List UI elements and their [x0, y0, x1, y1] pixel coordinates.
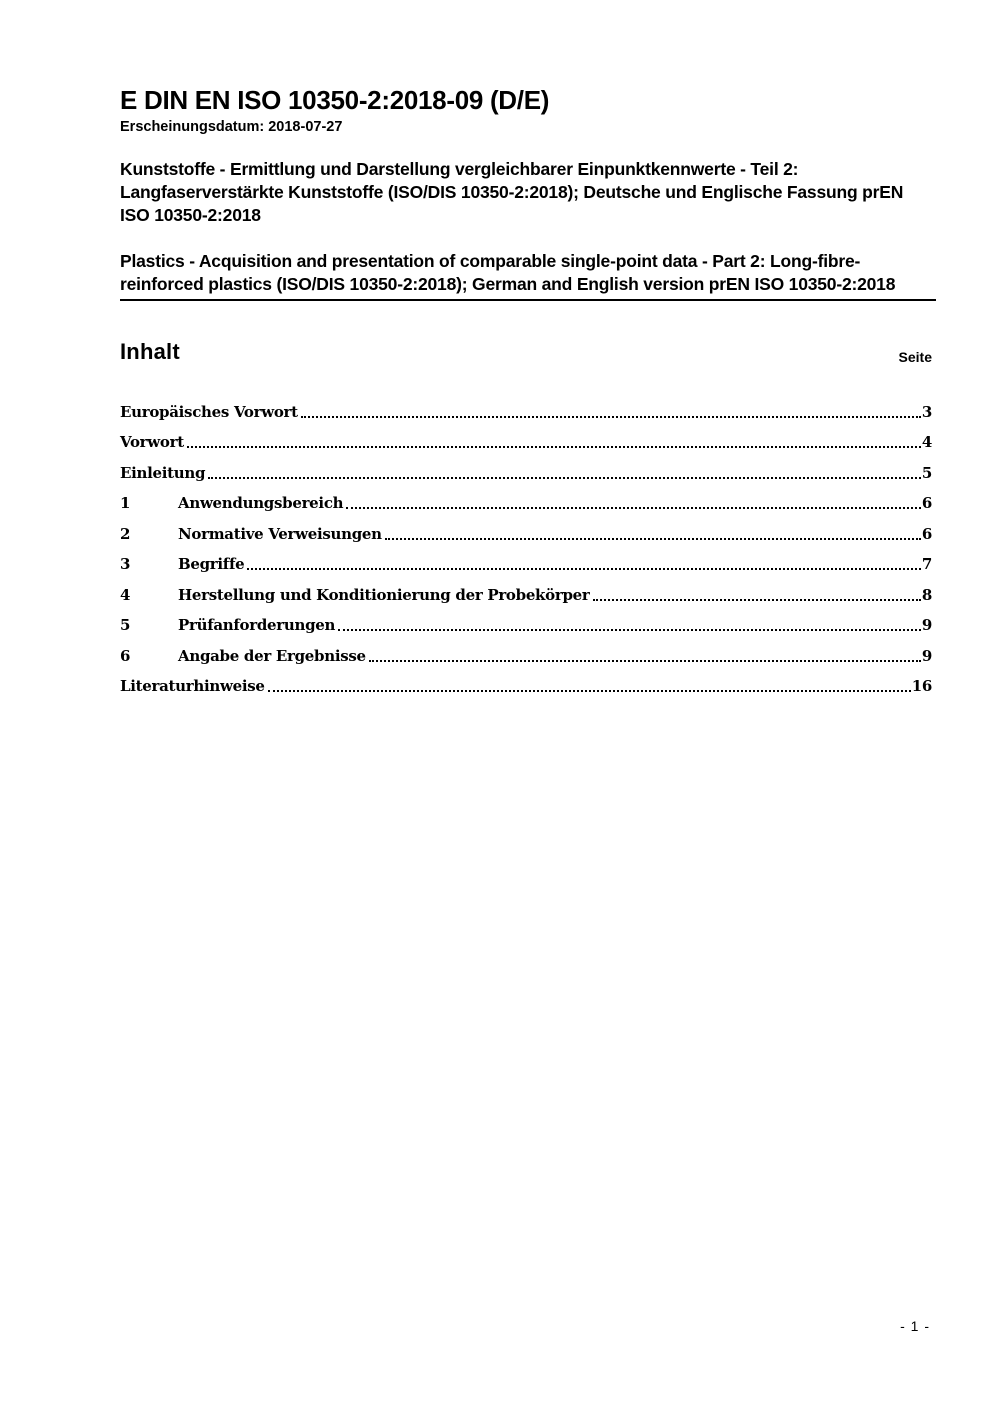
toc-entry-page: 16 — [911, 677, 932, 695]
toc-entry — [120, 482, 932, 513]
toc-dot-leader — [338, 629, 921, 631]
toc-page-column-label: Seite — [898, 349, 932, 365]
toc-entry-label: Anwendungsbereich — [178, 494, 344, 512]
divider — [120, 299, 936, 301]
toc-dot-leader — [593, 599, 921, 601]
toc-dot-leader — [301, 416, 921, 418]
toc-entry-page: 9 — [921, 616, 932, 634]
title-english: Plastics - Acquisition and presentation of comparable single-point data - Part 2: Long-fibre-reinforced plastics (ISO/DIS 10350-2:2018); German and English version prEN ISO 10350-2:2018 — [120, 251, 896, 294]
toc-entry-number: 2 — [120, 524, 131, 543]
toc-entry — [120, 604, 932, 635]
toc-entry-label: Begriffe — [178, 555, 245, 573]
toc-entry-label: Vorwort — [120, 433, 184, 451]
toc-entry-number: 1 — [120, 494, 131, 512]
toc-entry-label: Einleitung — [120, 463, 206, 482]
toc-entry-page: 4 — [921, 433, 932, 451]
toc-entry — [120, 634, 932, 665]
toc-header — [120, 339, 932, 365]
toc-entry — [120, 543, 932, 574]
toc-entry-number: 4 — [120, 585, 131, 604]
toc-entry-label: Literaturhinweise — [120, 677, 265, 695]
toc-entry — [120, 573, 932, 604]
toc-entry-label: Prüfanforderungen — [178, 616, 336, 634]
toc-entry-page: 3 — [921, 402, 932, 421]
toc-dot-leader — [208, 477, 921, 479]
toc-entry-number: 3 — [120, 555, 131, 573]
toc-entry-number: 5 — [120, 616, 131, 634]
table-of-contents — [120, 390, 932, 695]
toc-entry — [120, 451, 932, 482]
toc-entry-page: 6 — [921, 494, 932, 512]
toc-heading: Inhalt — [120, 339, 180, 364]
toc-entry — [120, 512, 932, 543]
title-german: Kunststoffe - Ermittlung und Darstellung vergleichbarer Einpunktkennwerte - Teil 2: Langfaserverstärkte Kunststoffe (ISO/DIS 10350-2:2018); Deutsche und Englische Fassung prEN ISO 10350-2:2018 — [120, 159, 904, 225]
publish-date: Erscheinungsdatum: 2018-07-27 — [120, 119, 343, 135]
document-page — [120, 0, 932, 695]
page-number-footer: - 1 - — [900, 1318, 930, 1334]
toc-entry-number: 6 — [120, 646, 131, 665]
toc-dot-leader — [385, 538, 921, 540]
toc-entry — [120, 665, 932, 696]
toc-entry-label: Normative Verweisungen — [178, 524, 382, 543]
toc-entry-label: Herstellung und Konditionierung der Probekörper — [178, 585, 590, 604]
toc-entry — [120, 421, 932, 452]
toc-entry-page: 6 — [921, 524, 932, 543]
toc-dot-leader — [268, 690, 911, 692]
toc-entry-label: Europäisches Vorwort — [120, 402, 298, 421]
toc-dot-leader — [346, 507, 921, 509]
toc-dot-leader — [247, 568, 920, 570]
toc-entry-label: Angabe der Ergebnisse — [178, 646, 366, 665]
document-title: E DIN EN ISO 10350-2:2018-09 (D/E) — [120, 85, 550, 115]
toc-entry-page: 7 — [921, 555, 932, 573]
toc-entry-page: 5 — [921, 463, 932, 482]
toc-dot-leader — [369, 660, 921, 662]
toc-dot-leader — [187, 446, 921, 448]
toc-entry — [120, 390, 932, 421]
toc-entry-page: 9 — [921, 646, 932, 665]
toc-entry-page: 8 — [921, 585, 932, 604]
